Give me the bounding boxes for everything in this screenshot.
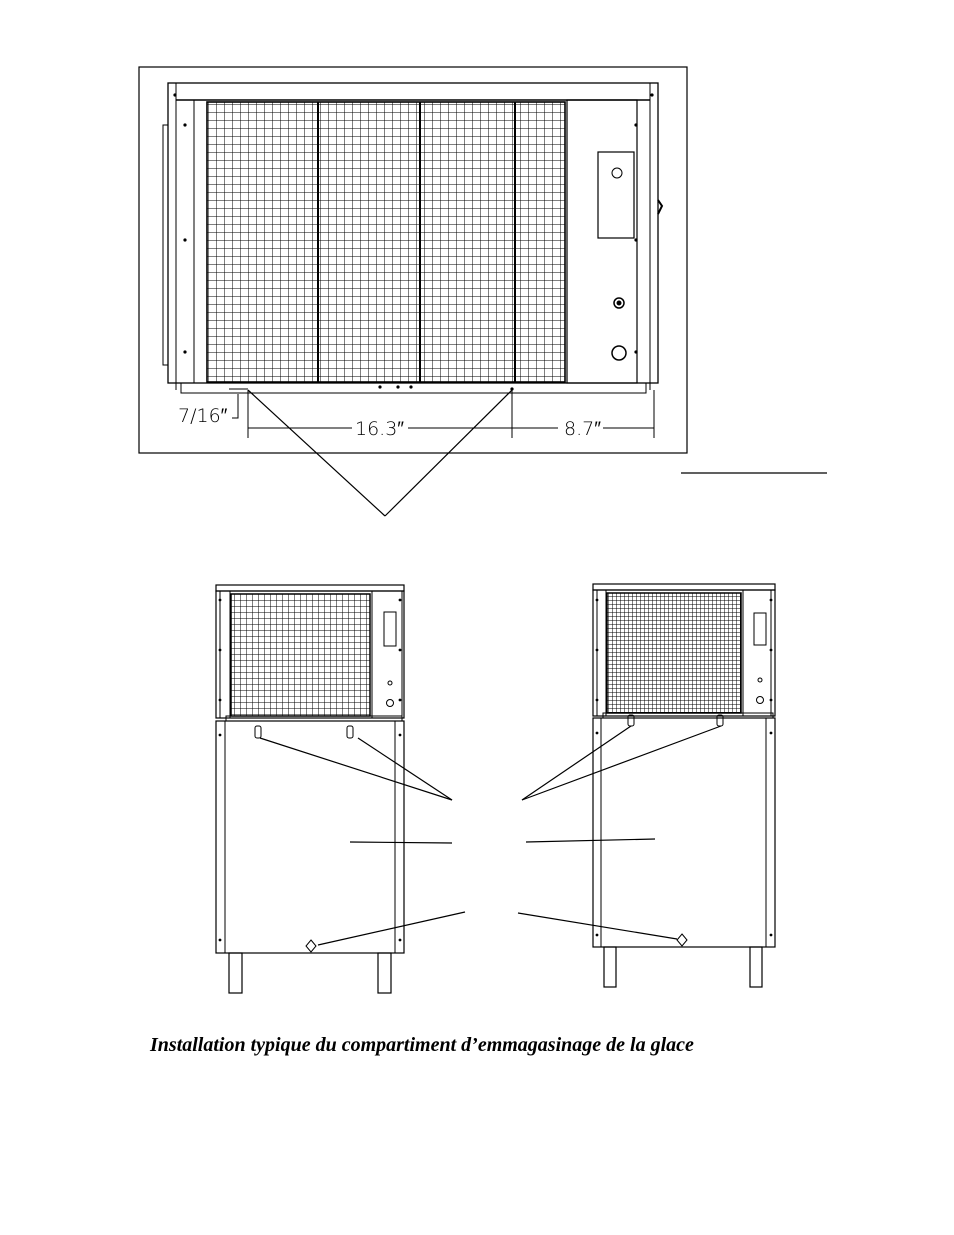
left-bin-drain-icon (306, 940, 316, 952)
right-leg-1 (604, 947, 616, 987)
right-bin-drain-icon (677, 934, 687, 946)
right-storage-bin (593, 718, 775, 947)
left-ice-machine-on-bin-view (216, 585, 465, 993)
dim-width-left-label: 16.3″ (355, 418, 405, 440)
condenser-grille (207, 102, 565, 382)
left-condenser-grille (231, 594, 370, 716)
right-condenser-grille (607, 593, 741, 713)
left-leg-1 (229, 953, 242, 993)
control-panel (567, 100, 637, 383)
top-condenser-detail-view (139, 67, 687, 516)
left-edge-strip (163, 125, 168, 365)
left-leg-2 (378, 953, 391, 993)
left-storage-bin (216, 721, 404, 953)
machine-base (181, 383, 646, 393)
right-ice-machine-on-bin-view (518, 584, 775, 987)
panel-knob-icon (612, 168, 622, 178)
dim-offset-label: 7/16″ (178, 405, 228, 427)
drain-port-icon (612, 346, 626, 360)
right-leg-2 (750, 947, 762, 987)
dim-width-right-label: 8.7″ (564, 418, 601, 440)
figure-caption: Installation typique du compartiment d’emmagasinage de la glace (150, 1034, 694, 1056)
